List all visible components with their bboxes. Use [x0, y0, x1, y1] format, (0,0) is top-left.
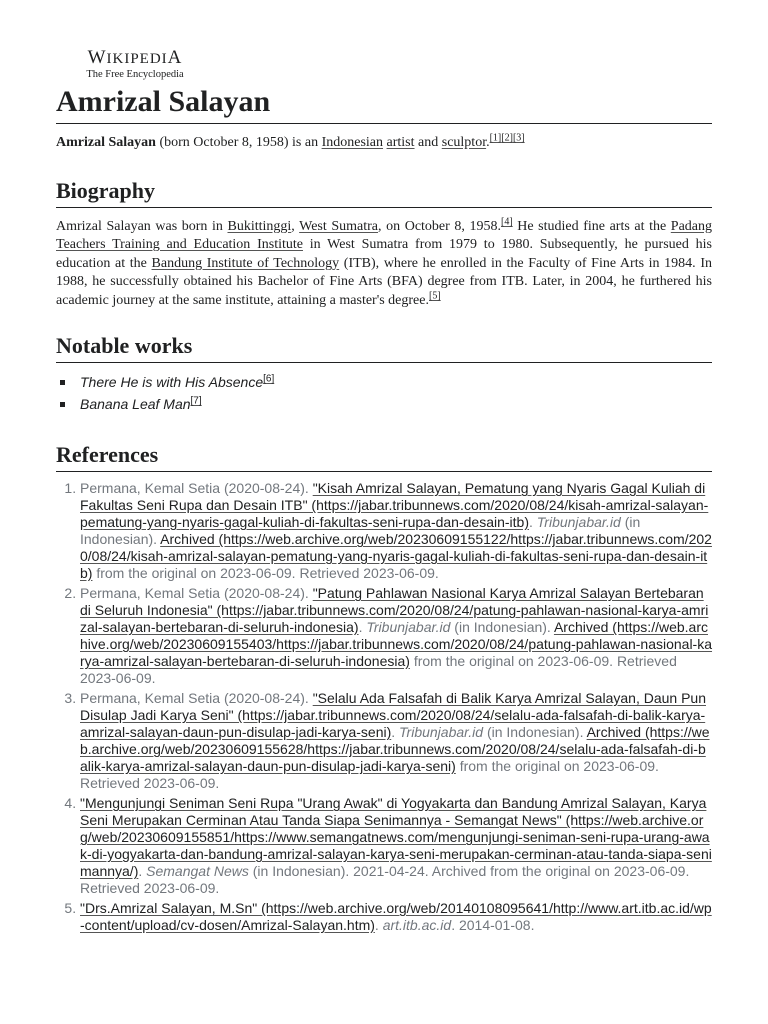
reference-item: 2. Permana, Kemal Setia (2020-08-24). "Patung Pahlawan Nasional Karya Amrizal Salayan Bertebaran di Seluruh Indonesia" (https://jabar.tribunnews.com/2020/08/24/patung-pahlawan-nasional-karya-amrizal-salayan-bertebaran-di-seluruh-indonesia). Tribunjabar.id (in Indonesian). Archived (https://web.archive.org/web/20230609155403/https://jabar.tribunnews.com/2020/08/24/patung-pahlawan-nasional-karya-amrizal-salayan-bertebaran-di-seluruh-indonesia) from the original on 2023-06-09. Retrieved 2023-06-09.	[80, 585, 712, 687]
reference-title-link[interactable]: "Selalu Ada Falsafah di Balik Karya Amrizal Salayan, Daun Pun Disulap Jadi Karya Seni" (https://jabar.tribunnews.com/2020/08/24/selalu-ada-falsafah-di-balik-karya-amrizal-salayan-daun-pun-disulap-jadi-karya-seni)	[80, 690, 706, 740]
references-list	[56, 480, 712, 934]
reference-item: 4. "Mengunjungi Seniman Seni Rupa "Urang Awak" di Yogyakarta dan Bandung Amrizal Salayan, Karya Seni Merupakan Cerminan Atau Tanda Siapa Senimannya - Semangat News" (https://web.archive.org/web/20230609155851/https://www.semangatnews.com/mengunjungi-seniman-seni-rupa-urang-awak-di-yogyakarta-dan-bandung-amrizal-salayan-karya-seni-merupakan-cerminan-atau-tanda-siapa-senimannya/). Semangat News (in Indonesian). 2021-04-24. Archived from the original on 2023-06-09. Retrieved 2023-06-09.	[80, 795, 712, 897]
list-item: Banana Leaf Man[7]	[56, 393, 712, 415]
intro-paragraph: Amrizal Salayan (born October 8, 1958) is an Indonesian artist and sculptor.[1][2][3]	[56, 132, 525, 150]
reference-archive-link[interactable]: Archived (https://web.archive.org/web/20230609155403/https://jabar.tribunnews.com/2020/08/24/patung-pahlawan-nasional-karya-amrizal-salayan-bertebaran-di-seluruh-indonesia)	[80, 619, 713, 669]
link-padang-institute[interactable]: Padang Teachers Training and Education Institute	[56, 218, 712, 252]
wikipedia-logo[interactable]	[76, 48, 194, 81]
link-bukittinggi[interactable]: Bukittinggi	[227, 218, 292, 234]
cite-2[interactable]: [2]	[501, 132, 513, 144]
references-section	[56, 441, 712, 934]
biography-heading: Biography	[56, 177, 712, 208]
reference-title-link[interactable]: "Kisah Amrizal Salayan, Pematung yang Nyaris Gagal Kuliah di Fakultas Seni Rupa dan Desain ITB" (https://jabar.tribunnews.com/2020/08/24/kisah-amrizal-salayan-pematung-yang-nyaris-gagal-kuliah-di-fakultas-seni-rupa-dan-desain-itb)	[80, 480, 709, 530]
link-sculptor[interactable]: sculptor	[441, 135, 487, 150]
notable-works-heading: Notable works	[56, 332, 712, 363]
biography-paragraph: Amrizal Salayan was born in Bukittinggi, West Sumatra, on October 8, 1958.[4] He studied fine arts at the Padang Teachers Training and Education Institute in West Sumatra from 1979 to 1980. Subsequently, he pursued his education at the Bandung Institute of Technology (ITB), where he enrolled in the Faculty of Fine Arts in 1984. In 1988, he successfully obtained his Bachelor of Fine Arts (BFA) degree from ITB. Later, in 2004, he furthered his academic journey at the same institute, attaining a master's degree.[5]	[56, 215, 713, 308]
reference-title-link[interactable]: "Mengunjungi Seniman Seni Rupa "Urang Awak" di Yogyakarta dan Bandung Amrizal Salayan, Karya Seni Merupakan Cerminan Atau Tanda Siapa Senimannya - Semangat News" (https://web.archive.org/web/20230609155851/https://www.semangatnews.com/mengunjungi-seniman-seni-rupa-urang-awak-di-yogyakarta-dan-bandung-amrizal-salayan-karya-seni-merupakan-cerminan-atau-tanda-siapa-senimannya/)	[80, 795, 712, 879]
reference-archive-link[interactable]: Archived (https://web.archive.org/web/20230609155122/https://jabar.tribunnews.com/2020/08/24/kisah-amrizal-salayan-pematung-yang-nyaris-gagal-kuliah-di-fakultas-seni-rupa-dan-desain-itb)	[80, 531, 712, 581]
intro-bold-name: Amrizal Salayan	[56, 135, 156, 150]
cite-4[interactable]: [4]	[501, 215, 513, 227]
cite-3[interactable]: [3]	[512, 132, 525, 144]
link-artist[interactable]: artist	[386, 135, 415, 150]
cite-6[interactable]: [6]	[263, 373, 275, 385]
logo-wordmark: WIKIPEDIA	[87, 47, 183, 68]
reference-title-link[interactable]: "Drs.Amrizal Salayan, M.Sn" (https://web.archive.org/web/20140108095641/http://www.art.itb.ac.id/wp-content/upload/cv-dosen/Amrizal-Salayan.htm)	[80, 900, 712, 933]
reference-item: 3. Permana, Kemal Setia (2020-08-24). "Selalu Ada Falsafah di Balik Karya Amrizal Salayan, Daun Pun Disulap Jadi Karya Seni" (https://jabar.tribunnews.com/2020/08/24/selalu-ada-falsafah-di-balik-karya-amrizal-salayan-daun-pun-disulap-jadi-karya-seni). Tribunjabar.id (in Indonesian). Archived (https://web.archive.org/web/20230609155628/https://jabar.tribunnews.com/2020/08/24/selalu-ada-falsafah-di-balik-karya-amrizal-salayan-daun-pun-disulap-jadi-karya-seni) from the original on 2023-06-09. Retrieved 2023-06-09.	[80, 690, 712, 792]
logo-tagline: The Free Encyclopedia	[86, 69, 184, 80]
link-indonesian[interactable]: Indonesian	[321, 135, 384, 150]
reference-title-link[interactable]: "Patung Pahlawan Nasional Karya Amrizal Salayan Bertebaran di Seluruh Indonesia" (https://jabar.tribunnews.com/2020/08/24/patung-pahlawan-nasional-karya-amrizal-salayan-bertebaran-di-seluruh-indonesia)	[80, 585, 709, 635]
reference-item: 5. "Drs.Amrizal Salayan, M.Sn" (https://web.archive.org/web/20140108095641/http://www.art.itb.ac.id/wp-content/upload/cv-dosen/Amrizal-Salayan.htm). art.itb.ac.id. 2014-01-08.	[80, 900, 712, 934]
link-west-sumatra[interactable]: West Sumatra	[299, 218, 379, 234]
references-heading: References	[56, 441, 712, 472]
notable-works-list	[56, 371, 712, 415]
reference-item: 1. Permana, Kemal Setia (2020-08-24). "Kisah Amrizal Salayan, Pematung yang Nyaris Gagal Kuliah di Fakultas Seni Rupa dan Desain ITB" (https://jabar.tribunnews.com/2020/08/24/kisah-amrizal-salayan-pematung-yang-nyaris-gagal-kuliah-di-fakultas-seni-rupa-dan-desain-itb). Tribunjabar.id (in Indonesian). Archived (https://web.archive.org/web/20230609155122/https://jabar.tribunnews.com/2020/08/24/kisah-amrizal-salayan-pematung-yang-nyaris-gagal-kuliah-di-fakultas-seni-rupa-dan-desain-itb) from the original on 2023-06-09. Retrieved 2023-06-09.	[80, 480, 712, 582]
page-title: Amrizal Salayan	[56, 48, 712, 124]
cite-7[interactable]: [7]	[190, 395, 202, 407]
biography-section	[56, 177, 712, 311]
link-bandung-institute[interactable]: Bandung Institute of Technology	[151, 255, 340, 271]
cite-5[interactable]: [5]	[429, 289, 441, 301]
article-page	[56, 0, 712, 934]
cite-1[interactable]: [1]	[489, 132, 502, 144]
list-item: There He is with His Absence[6]	[56, 371, 712, 393]
reference-archive-link[interactable]: Archived (https://web.archive.org/web/20230609155628/https://jabar.tribunnews.com/2020/08/24/selalu-ada-falsafah-di-balik-karya-amrizal-salayan-daun-pun-disulap-jadi-karya-seni)	[80, 724, 710, 774]
notable-works-section	[56, 332, 712, 415]
